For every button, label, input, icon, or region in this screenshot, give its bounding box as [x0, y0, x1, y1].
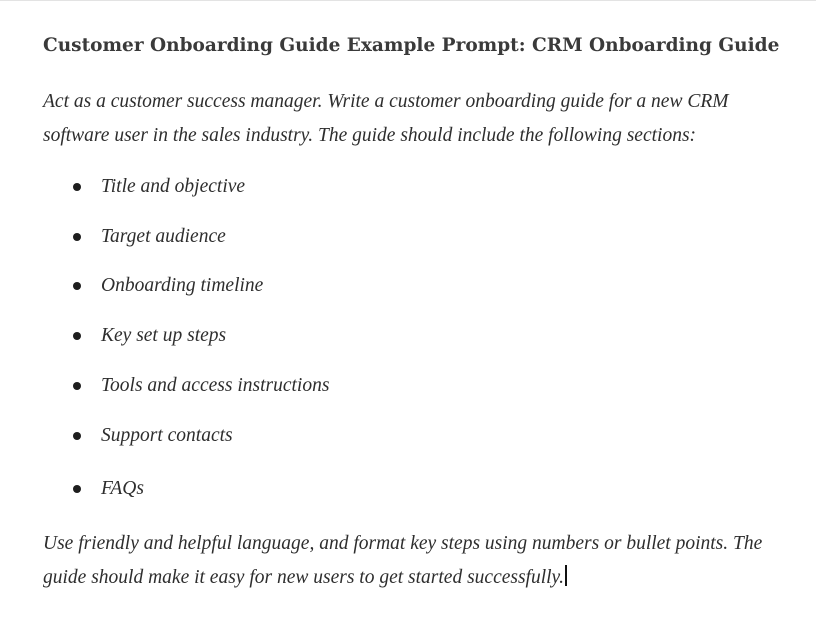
top-divider — [0, 0, 816, 1]
list-item — [43, 172, 643, 202]
list-item-text: Support contacts — [101, 425, 233, 446]
bullet-icon — [73, 485, 81, 493]
bullet-icon — [73, 183, 81, 191]
document-title: Customer Onboarding Guide Example Prompt: CRM Onboarding Guide — [43, 35, 780, 56]
outro-text: Use friendly and helpful language, and format key steps using numbers or bullet points. The guide should make it easy for new users to get started successfully. — [43, 533, 763, 588]
bullet-icon — [73, 282, 81, 290]
text-cursor — [565, 565, 567, 586]
bullet-icon — [73, 233, 81, 241]
list-item-text: Title and objective — [101, 176, 246, 197]
list-item-text: Key set up steps — [101, 325, 227, 346]
bullet-icon — [73, 332, 81, 340]
list-item-text: Target audience — [101, 226, 226, 247]
intro-paragraph: Act as a customer success manager. Write a customer onboarding guide for a new CRM software user in the sales industry. The guide should include the following sections: — [43, 91, 729, 146]
bullet-icon — [73, 432, 81, 440]
list-item — [43, 371, 643, 401]
list-item-text: FAQs — [101, 478, 144, 499]
list-item — [43, 421, 643, 451]
bullet-icon — [73, 382, 81, 390]
list-item — [43, 321, 643, 351]
list-item — [43, 474, 643, 504]
list-item-text: Tools and access instructions — [101, 375, 330, 396]
outro-paragraph — [43, 527, 783, 594]
list-item — [43, 222, 643, 252]
list-item — [43, 271, 643, 301]
list-item-text: Onboarding timeline — [101, 275, 264, 296]
